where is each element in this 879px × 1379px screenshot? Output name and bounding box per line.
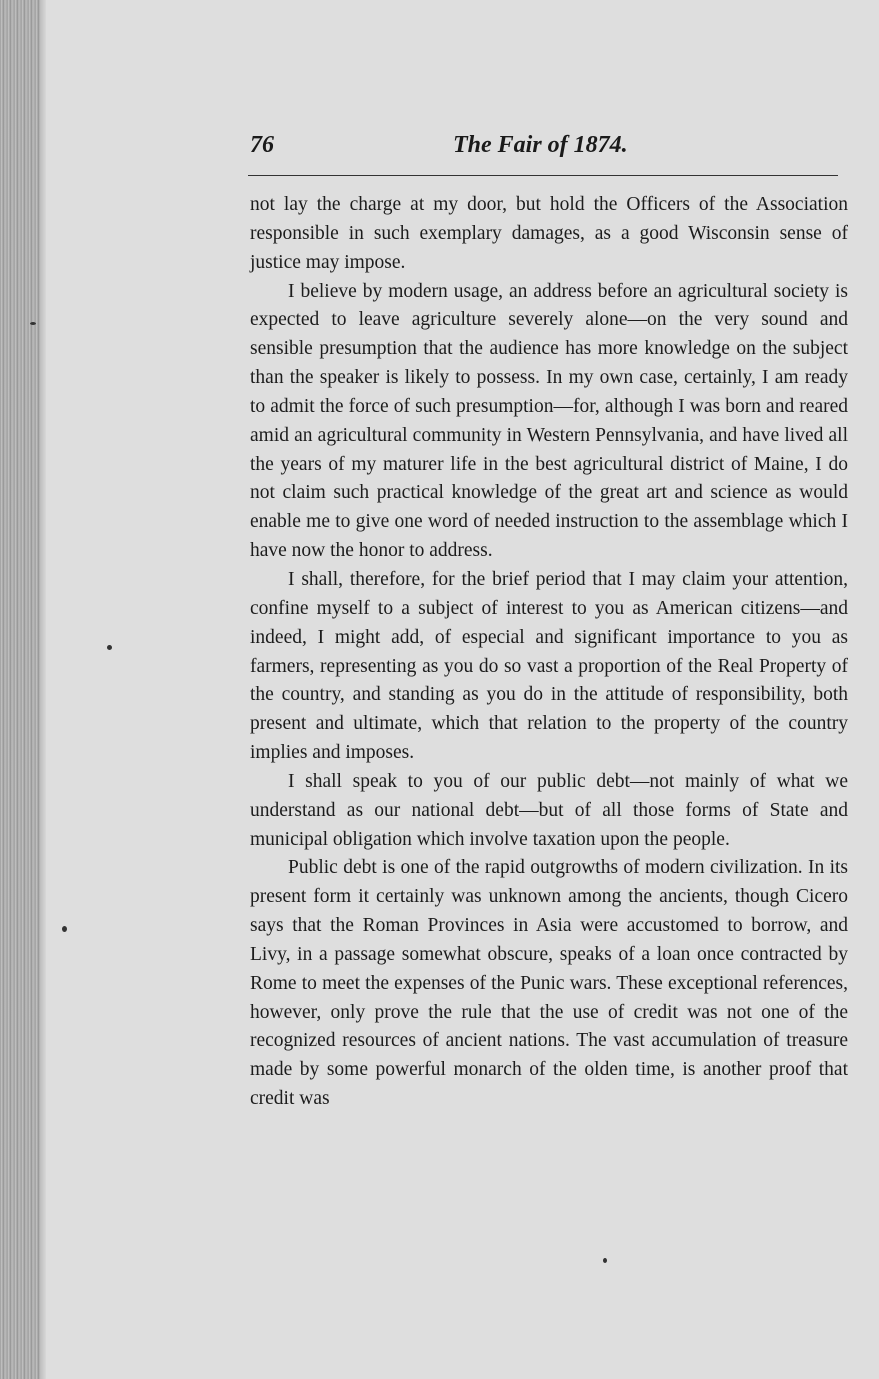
paragraph-5: Public debt is one of the rapid outgrowths of modern civilization. In its present form it certainly was unknown among the ancients, though Cicero says that the Roman Provinces in Asia were accustomed to borrow, and Livy, in a passage somewhat obscure, speaks of a loan once contracted by Rome to meet the expenses of the Punic wars. These exceptional references, however, only prove the rule that the use of credit was not one of the recognized resources of ancient nations. The vast accumulation of treasure made by some powerful monarch of the olden time, is another proof that credit was [250, 857, 848, 1110]
ink-speck [107, 645, 112, 650]
ink-speck [30, 322, 36, 325]
body-text [250, 191, 848, 1114]
page-number: 76 [250, 132, 274, 158]
ink-speck [603, 1258, 607, 1263]
paragraph-3: I shall, therefore, for the brief period that I may claim your attention, confine myself to a subject of interest to you as American citizens—and indeed, I might add, of especial and significant importance to you as farmers, representing as you do so vast a proportion of the Real Property of the country, and standing as you do in the attitude of responsibility, both present and ultimate, which that relation to the property of the country implies and imposes. [250, 568, 848, 764]
paragraph-4: I shall speak to you of our public debt—not mainly of what we understand as our national debt—but of all those forms of State and municipal obligation which involve taxation upon the people. [250, 770, 848, 850]
ink-speck [62, 926, 67, 932]
page-header [248, 130, 838, 166]
paragraph-1: not lay the charge at my door, but hold the Officers of the Association responsible in such exemplary damages, as a good Wisconsin sense of justice may impose. [250, 194, 848, 273]
running-head: The Fair of 1874. [453, 132, 628, 158]
book-spine [0, 0, 40, 1379]
header-rule [248, 175, 838, 176]
paragraph-2: I believe by modern usage, an address before an agricultural society is expected to leave agriculture severely alone—on the very sound and sensible presumption that the audience has more knowledge on the subject than the speaker is likely to possess. In my own case, certainly, I am ready to admit the force of such presumption—for, although I was born and reared amid an agricultural community in Western Pennsylvania, and have lived all the years of my maturer life in the best agricultural district of Maine, I do not claim such practical knowledge of the great art and science as would enable me to give one word of needed instruction to the assemblage which I have now the honor to address. [250, 280, 848, 562]
